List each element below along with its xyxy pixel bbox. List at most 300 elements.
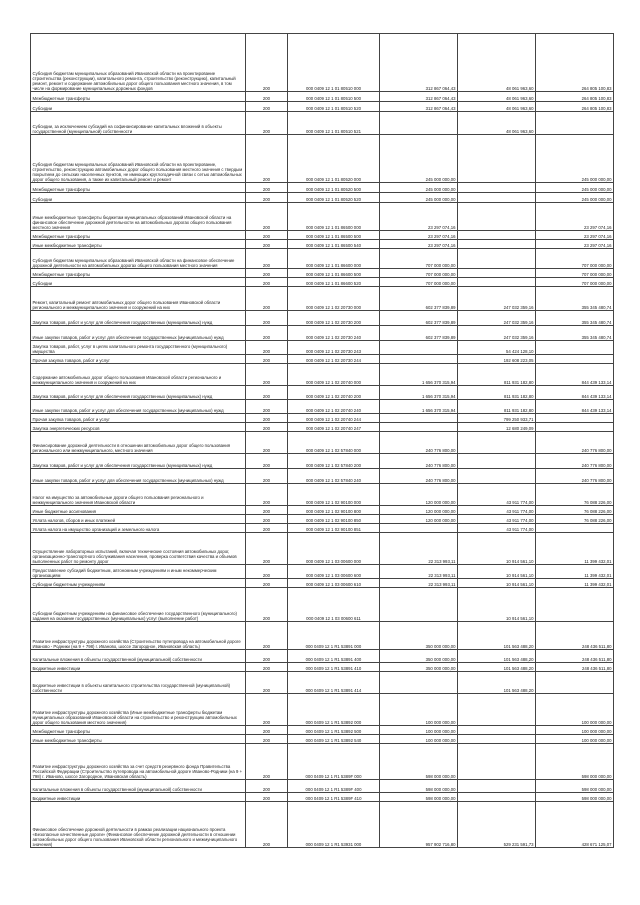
row-name-cell: Уплата налогов, сборов и иных платежей [31, 515, 246, 524]
row-name-cell: Межбюджетные трансферты [31, 92, 246, 102]
table-row [31, 326, 614, 341]
row-kbk-cell: 000 0409 12 1 02 20740 244 [288, 414, 380, 423]
row-name-cell: Субсидия бюджетам муниципальных образований Ивановской области на финансовое обеспечение дорожной деятельности на автомобильных дорогах общего пользования местного значения [31, 249, 246, 269]
row-name-cell: Иные межбюджетные трансферты [31, 735, 246, 744]
row-kbk-cell: 000 0409 12 1 02 20730 240 [288, 326, 380, 341]
row-executed-cell: 48 061 963,60 [458, 102, 536, 112]
row-remaining-cell: 707 000 000,00 [536, 278, 614, 287]
table-row [31, 726, 614, 735]
row-remaining-cell [536, 355, 614, 364]
table-row [31, 793, 614, 802]
row-remaining-cell: 100 000 000,00 [536, 735, 614, 744]
row-executed-cell [458, 193, 536, 203]
row-approved-cell: 957 902 716,80 [380, 802, 458, 848]
row-kbk-cell: 000 0409 12 1 R1 53891 414 [288, 672, 380, 694]
row-code-cell: 200 [246, 506, 288, 515]
table-row [31, 533, 614, 565]
table-row [31, 524, 614, 533]
table-row [31, 744, 614, 780]
row-name-cell: Межбюджетные трансферты [31, 269, 246, 278]
row-kbk-cell: 000 0409 12 1 02 20740 240 [288, 400, 380, 414]
table-row [31, 506, 614, 515]
row-remaining-cell: 76 088 226,00 [536, 506, 614, 515]
row-approved-cell: 23 297 074,16 [380, 231, 458, 240]
row-executed-cell [458, 726, 536, 735]
row-name-cell: Развитие инфраструктуры дорожного хозяйства за счет средств резервного фонда Правительства Российской Федерации (Строительство путепровода на автомобильной дороге Иваново-Родники (на 9 + 798) г. Иваново, шоссе Загородное, Ивановская область) [31, 744, 246, 780]
table-row [31, 92, 614, 102]
row-approved-cell: 240 776 800,00 [380, 454, 458, 469]
row-kbk-cell: 000 0409 12 1 03 00600 000 [288, 533, 380, 565]
row-remaining-cell: 264 805 100,83 [536, 102, 614, 112]
row-remaining-cell: 248 436 511,80 [536, 622, 614, 650]
table-row [31, 622, 614, 650]
row-approved-cell: 23 297 074,16 [380, 240, 458, 249]
row-kbk-cell: 000 0409 12 1 01 86500 500 [288, 231, 380, 240]
table-row [31, 663, 614, 672]
row-executed-cell: 48 061 963,60 [458, 34, 536, 92]
table-row [31, 565, 614, 579]
row-name-cell: Иные закупки товаров, работ и услуг для обеспечения государственных (муниципальных) нужд [31, 326, 246, 341]
table-row [31, 311, 614, 326]
table-row [31, 423, 614, 432]
row-executed-cell: 48 061 963,60 [458, 92, 536, 102]
row-executed-cell: 811 931 182,80 [458, 364, 536, 386]
row-kbk-cell: 000 0409 12 1 R1 53891 400 [288, 650, 380, 663]
row-executed-cell [458, 183, 536, 193]
row-approved-cell: 100 000 000,00 [380, 694, 458, 726]
row-code-cell: 200 [246, 278, 288, 287]
row-code-cell: 200 [246, 203, 288, 231]
row-kbk-cell: 000 0409 12 1 R1 53892 000 [288, 694, 380, 726]
row-executed-cell: 43 911 774,00 [458, 524, 536, 533]
table-row [31, 432, 614, 454]
row-executed-cell [458, 694, 536, 726]
row-code-cell: 200 [246, 269, 288, 278]
row-executed-cell [458, 249, 536, 269]
row-executed-cell: 48 061 963,60 [458, 112, 536, 135]
row-approved-cell: 245 000 000,00 [380, 135, 458, 183]
table-row [31, 269, 614, 278]
row-kbk-cell: 000 0409 12 1 R1 53891 000 [288, 622, 380, 650]
row-remaining-cell: 355 345 480,74 [536, 311, 614, 326]
row-remaining-cell: 240 776 800,00 [536, 432, 614, 454]
row-executed-cell: 43 911 774,00 [458, 484, 536, 506]
row-name-cell: Содержание автомобильных дорог общего пользования Ивановской области регионального и межмуниципального значения и сооружений на них [31, 364, 246, 386]
row-remaining-cell: 844 439 133,14 [536, 400, 614, 414]
row-remaining-cell [536, 112, 614, 135]
row-remaining-cell: 76 088 226,00 [536, 515, 614, 524]
row-approved-cell: 598 000 000,00 [380, 780, 458, 793]
row-name-cell: Субсидии [31, 102, 246, 112]
row-executed-cell: 10 914 561,10 [458, 533, 536, 565]
row-approved-cell: 120 000 000,00 [380, 515, 458, 524]
table-row [31, 135, 614, 183]
row-remaining-cell: 11 399 432,01 [536, 579, 614, 588]
row-approved-cell: 312 867 064,43 [380, 92, 458, 102]
row-code-cell: 200 [246, 663, 288, 672]
row-executed-cell [458, 203, 536, 231]
row-executed-cell: 10 914 561,10 [458, 588, 536, 622]
row-kbk-cell: 000 0409 12 1 01 86600 520 [288, 278, 380, 287]
row-remaining-cell: 23 297 074,16 [536, 240, 614, 249]
row-kbk-cell: 000 0409 12 1 02 20740 200 [288, 386, 380, 400]
row-code-cell: 200 [246, 726, 288, 735]
row-executed-cell: 529 231 591,73 [458, 802, 536, 848]
row-name-cell: Капитальные вложения в объекты государственной (муниципальной) собственности [31, 650, 246, 663]
row-name-cell: Субсидии бюджетным учреждениям на финансовое обеспечение государственного (муниципального) задания на оказание государственных (муниципальных) услуг (выполнение работ) [31, 588, 246, 622]
row-kbk-cell: 000 0409 12 1 02 57840 240 [288, 469, 380, 484]
row-approved-cell: 598 000 000,00 [380, 793, 458, 802]
row-code-cell: 200 [246, 341, 288, 355]
row-remaining-cell: 100 000 000,00 [536, 726, 614, 735]
table-row [31, 203, 614, 231]
row-executed-cell: 12 680 249,09 [458, 423, 536, 432]
row-remaining-cell: 598 000 000,00 [536, 793, 614, 802]
row-approved-cell [380, 355, 458, 364]
row-kbk-cell: 000 0409 12 1 02 20740 000 [288, 364, 380, 386]
row-executed-cell: 101 563 488,20 [458, 622, 536, 650]
row-code-cell: 200 [246, 744, 288, 780]
row-code-cell: 200 [246, 287, 288, 311]
row-code-cell: 200 [246, 135, 288, 183]
row-code-cell: 200 [246, 355, 288, 364]
row-code-cell: 200 [246, 780, 288, 793]
row-executed-cell: 811 931 182,80 [458, 400, 536, 414]
row-code-cell: 200 [246, 231, 288, 240]
row-name-cell: Предоставление субсидий бюджетным, автономным учреждениям и иным некоммерческим организациям [31, 565, 246, 579]
row-remaining-cell: 240 776 800,00 [536, 454, 614, 469]
row-code-cell: 200 [246, 193, 288, 203]
table-row [31, 386, 614, 400]
row-executed-cell: 101 563 488,20 [458, 650, 536, 663]
row-executed-cell: 101 563 488,20 [458, 672, 536, 694]
row-code-cell: 200 [246, 579, 288, 588]
row-code-cell: 200 [246, 735, 288, 744]
row-name-cell: Субсидии [31, 193, 246, 203]
row-kbk-cell: 000 0409 12 1 03 00600 610 [288, 579, 380, 588]
row-kbk-cell: 000 0409 12 1 01 86500 000 [288, 203, 380, 231]
row-code-cell: 200 [246, 34, 288, 92]
table-row [31, 780, 614, 793]
row-name-cell: Бюджетные инвестиции [31, 663, 246, 672]
row-kbk-cell: 000 0409 12 1 02 20730 200 [288, 311, 380, 326]
row-remaining-cell: 245 000 000,00 [536, 183, 614, 193]
row-kbk-cell: 000 0409 12 1 01 86600 500 [288, 269, 380, 278]
row-approved-cell: 707 000 000,00 [380, 278, 458, 287]
row-name-cell: Финансирование дорожной деятельности в отношении автомобильных дорог общего пользования регионального или межмуниципального, местного значения [31, 432, 246, 454]
row-name-cell: Закупка товаров, работ и услуг для обеспечения государственных (муниципальных) нужд [31, 386, 246, 400]
budget-execution-table [30, 33, 614, 848]
row-approved-cell: 602 377 839,89 [380, 287, 458, 311]
row-executed-cell [458, 278, 536, 287]
row-remaining-cell: 11 399 432,01 [536, 533, 614, 565]
row-remaining-cell: 248 436 511,80 [536, 650, 614, 663]
row-remaining-cell [536, 423, 614, 432]
row-remaining-cell: 355 345 480,74 [536, 287, 614, 311]
row-kbk-cell: 000 0409 12 1 02 20740 247 [288, 423, 380, 432]
row-remaining-cell [536, 414, 614, 423]
row-approved-cell: 707 000 000,00 [380, 249, 458, 269]
row-kbk-cell: 000 0409 12 1 01 80510 500 [288, 92, 380, 102]
row-executed-cell [458, 231, 536, 240]
row-kbk-cell: 000 0409 12 1 02 90100 850 [288, 515, 380, 524]
table-row [31, 672, 614, 694]
table-row [31, 454, 614, 469]
row-executed-cell: 101 563 488,20 [458, 663, 536, 672]
row-approved-cell: 100 000 000,00 [380, 735, 458, 744]
row-name-cell: Закупка товаров, работ и услуг для обеспечения государственных (муниципальных) нужд [31, 454, 246, 469]
row-kbk-cell: 000 0409 12 1 R1 53891 410 [288, 663, 380, 672]
row-name-cell: Развитие инфраструктуры дорожного хозяйства (Иные межбюджетные трансферты бюджетам муниципальных образований Ивановской области на строительство и реконструкцию автомобильных дорог общего пользования местного значения) [31, 694, 246, 726]
row-remaining-cell: 707 000 000,00 [536, 249, 614, 269]
row-remaining-cell [536, 341, 614, 355]
table-row [31, 469, 614, 484]
row-code-cell: 200 [246, 240, 288, 249]
table-row [31, 364, 614, 386]
row-remaining-cell: 707 000 000,00 [536, 269, 614, 278]
row-name-cell: Закупка товаров, работ, услуг в целях капитального ремонта государственного (муниципального) имущества [31, 341, 246, 355]
row-name-cell: Капитальные вложения в объекты государственной (муниципальной) собственности [31, 780, 246, 793]
table-row [31, 249, 614, 269]
row-approved-cell [380, 588, 458, 622]
row-kbk-cell: 000 0409 12 1 R1 53892 540 [288, 735, 380, 744]
row-remaining-cell: 240 776 800,00 [536, 469, 614, 484]
row-executed-cell: 192 608 223,05 [458, 355, 536, 364]
row-code-cell: 200 [246, 524, 288, 533]
row-name-cell: Иные закупки товаров, работ и услуг для обеспечения государственных (муниципальных) нужд [31, 469, 246, 484]
row-executed-cell: 43 911 774,00 [458, 506, 536, 515]
row-approved-cell: 240 776 800,00 [380, 432, 458, 454]
row-remaining-cell: 248 436 511,80 [536, 663, 614, 672]
table-row [31, 102, 614, 112]
table-row [31, 287, 614, 311]
row-approved-cell: 22 313 993,11 [380, 579, 458, 588]
row-executed-cell: 247 032 359,16 [458, 287, 536, 311]
row-name-cell: Прочая закупка товаров, работ и услуг [31, 355, 246, 364]
row-kbk-cell: 000 0409 12 1 R1 5389F 000 [288, 744, 380, 780]
table-row [31, 579, 614, 588]
row-remaining-cell: 245 000 000,00 [536, 135, 614, 183]
row-executed-cell: 247 032 359,16 [458, 326, 536, 341]
row-approved-cell [380, 112, 458, 135]
table-row [31, 650, 614, 663]
row-name-cell: Бюджетные инвестиции [31, 793, 246, 802]
row-code-cell: 200 [246, 694, 288, 726]
row-executed-cell: 811 931 182,80 [458, 386, 536, 400]
row-name-cell: Осуществление лабораторных испытаний, включая технические состояния автомобильных дорог, организационно-транспортного обслуживания населения, проверка соответствия качества и объемов выполненных работ по ремонту дорог [31, 533, 246, 565]
row-code-cell: 200 [246, 565, 288, 579]
row-code-cell: 200 [246, 102, 288, 112]
row-name-cell: Субсидии, за исключением субсидий на софинансирование капитальных вложений в объекты государственной (муниципальной) собственности [31, 112, 246, 135]
table-row [31, 34, 614, 92]
row-executed-cell: 54 424 128,10 [458, 341, 536, 355]
row-approved-cell: 707 000 000,00 [380, 269, 458, 278]
row-executed-cell: 799 250 933,71 [458, 414, 536, 423]
row-name-cell: Межбюджетные трансферты [31, 231, 246, 240]
row-executed-cell [458, 432, 536, 454]
row-name-cell: Бюджетные инвестиции в объекты капитального строительства государственной (муниципальной) собственности [31, 672, 246, 694]
row-kbk-cell: 000 0409 12 1 02 90100 851 [288, 524, 380, 533]
row-code-cell: 200 [246, 650, 288, 663]
row-executed-cell: 10 914 561,10 [458, 579, 536, 588]
row-approved-cell: 1 656 370 315,94 [380, 400, 458, 414]
row-remaining-cell [536, 524, 614, 533]
table-row [31, 231, 614, 240]
row-executed-cell: 10 914 561,10 [458, 565, 536, 579]
row-kbk-cell: 000 0409 12 1 01 80520 000 [288, 135, 380, 183]
row-kbk-cell: 000 0409 12 1 02 20730 244 [288, 355, 380, 364]
table-row [31, 484, 614, 506]
row-kbk-cell: 000 0409 12 1 01 86600 000 [288, 249, 380, 269]
row-kbk-cell: 000 0409 12 1 R1 53892 500 [288, 726, 380, 735]
table-row [31, 193, 614, 203]
row-approved-cell [380, 341, 458, 355]
table-row [31, 735, 614, 744]
row-kbk-cell: 000 0409 12 1 01 80520 500 [288, 183, 380, 193]
row-name-cell: Иные межбюджетные трансферты [31, 240, 246, 249]
row-approved-cell: 1 656 370 315,94 [380, 386, 458, 400]
row-approved-cell: 1 656 370 315,94 [380, 364, 458, 386]
row-kbk-cell: 000 0409 12 1 02 20730 243 [288, 341, 380, 355]
row-approved-cell: 120 000 000,00 [380, 506, 458, 515]
row-name-cell: Ремонт, капитальный ремонт автомобильных дорог общего пользования Ивановской области регионального и межмуниципального значения и сооружений на них [31, 287, 246, 311]
table-row [31, 341, 614, 355]
table-row [31, 183, 614, 193]
table-row [31, 802, 614, 848]
row-code-cell: 200 [246, 793, 288, 802]
row-code-cell: 200 [246, 249, 288, 269]
row-name-cell: Закупка товаров, работ и услуг для обеспечения государственных (муниципальных) нужд [31, 311, 246, 326]
row-code-cell: 200 [246, 112, 288, 135]
row-name-cell: Уплата налога на имущество организаций и земельного налога [31, 524, 246, 533]
table-row [31, 588, 614, 622]
row-remaining-cell: 23 297 074,16 [536, 231, 614, 240]
row-name-cell: Субсидия бюджетам муниципальных образований Ивановской области на проектирование, строительство, реконструкцию автомобильных дорог общего пользования местного значения с твердым покрытием до сельских населенных пунктов, не имеющих круглогодичной связи с сетью автомобильных дорог общего пользования, а также их капитальный ремонт и ремонт [31, 135, 246, 183]
row-kbk-cell: 000 0409 12 1 03 00600 600 [288, 565, 380, 579]
row-approved-cell: 598 000 000,00 [380, 744, 458, 780]
row-approved-cell: 312 867 064,43 [380, 102, 458, 112]
row-code-cell: 200 [246, 533, 288, 565]
row-approved-cell: 245 000 000,00 [380, 183, 458, 193]
row-name-cell: Субсидии [31, 278, 246, 287]
row-approved-cell: 120 000 000,00 [380, 484, 458, 506]
row-approved-cell: 312 867 064,43 [380, 34, 458, 92]
row-remaining-cell: 264 805 100,83 [536, 92, 614, 102]
row-executed-cell [458, 793, 536, 802]
row-kbk-cell: 000 0409 12 1 01 80510 520 [288, 102, 380, 112]
row-code-cell: 200 [246, 432, 288, 454]
row-executed-cell [458, 735, 536, 744]
row-approved-cell: 22 313 993,11 [380, 533, 458, 565]
table-body [31, 34, 614, 848]
row-code-cell: 200 [246, 622, 288, 650]
row-remaining-cell [536, 588, 614, 622]
row-kbk-cell: 000 0409 12 1 01 86500 540 [288, 240, 380, 249]
row-name-cell: Прочая закупка товаров, работ и услуг [31, 414, 246, 423]
row-name-cell: Финансовое обеспечение дорожной деятельности в рамках реализации национального проекта «Безопасные качественные дороги» (Финансовое обеспечение дорожной деятельности в отношении автомобильных дорог общего пользования Ивановской области регионального и межмуниципального значения) [31, 802, 246, 848]
row-kbk-cell: 000 0409 12 1 02 57840 000 [288, 432, 380, 454]
row-code-cell: 200 [246, 802, 288, 848]
row-name-cell: Налог на имущество за автомобильные дороги общего пользования регионального и межмуниципального значения Ивановской области [31, 484, 246, 506]
row-remaining-cell [536, 672, 614, 694]
row-executed-cell: 247 032 359,16 [458, 311, 536, 326]
table-row [31, 400, 614, 414]
row-kbk-cell: 000 0409 12 1 03 00600 611 [288, 588, 380, 622]
row-code-cell: 200 [246, 515, 288, 524]
table-row [31, 240, 614, 249]
row-approved-cell: 23 297 074,16 [380, 203, 458, 231]
row-code-cell: 200 [246, 588, 288, 622]
row-name-cell: Закупка энергетических ресурсов [31, 423, 246, 432]
row-remaining-cell: 11 399 432,01 [536, 565, 614, 579]
row-approved-cell: 100 000 000,00 [380, 726, 458, 735]
row-kbk-cell: 000 0409 12 1 R1 5389F 400 [288, 780, 380, 793]
row-executed-cell [458, 454, 536, 469]
row-executed-cell [458, 269, 536, 278]
row-approved-cell [380, 423, 458, 432]
row-kbk-cell: 000 0409 12 1 01 80520 520 [288, 193, 380, 203]
row-remaining-cell: 844 439 133,14 [536, 386, 614, 400]
row-executed-cell [458, 240, 536, 249]
row-executed-cell [458, 135, 536, 183]
row-code-cell: 200 [246, 414, 288, 423]
table-row [31, 278, 614, 287]
row-approved-cell: 350 000 000,00 [380, 663, 458, 672]
row-approved-cell: 245 000 000,00 [380, 193, 458, 203]
row-code-cell: 200 [246, 454, 288, 469]
row-remaining-cell: 100 000 000,00 [536, 694, 614, 726]
row-code-cell: 200 [246, 672, 288, 694]
row-remaining-cell: 264 805 100,83 [536, 34, 614, 92]
row-code-cell: 200 [246, 484, 288, 506]
row-name-cell: Иные закупки товаров, работ и услуг для обеспечения государственных (муниципальных) нужд [31, 400, 246, 414]
table-row [31, 515, 614, 524]
row-approved-cell: 602 377 839,89 [380, 311, 458, 326]
row-approved-cell: 240 776 800,00 [380, 469, 458, 484]
row-remaining-cell: 598 000 000,00 [536, 780, 614, 793]
row-code-cell: 200 [246, 183, 288, 193]
row-kbk-cell: 000 0409 12 1 02 90100 800 [288, 506, 380, 515]
row-code-cell: 200 [246, 400, 288, 414]
row-executed-cell [458, 744, 536, 780]
table-row [31, 694, 614, 726]
budget-report-sheet [30, 33, 613, 848]
row-approved-cell: 602 377 839,89 [380, 326, 458, 341]
row-code-cell: 200 [246, 423, 288, 432]
row-executed-cell [458, 780, 536, 793]
row-kbk-cell: 000 0409 12 1 01 80510 521 [288, 112, 380, 135]
table-row [31, 414, 614, 423]
row-name-cell: Иные межбюджетные трансферты бюджетам муниципальных образований Ивановской области на финансовое обеспечение дорожной деятельности на автомобильных дорогах общего пользования местного значения [31, 203, 246, 231]
row-remaining-cell: 598 000 000,00 [536, 744, 614, 780]
row-code-cell: 200 [246, 326, 288, 341]
row-code-cell: 200 [246, 311, 288, 326]
row-name-cell: Иные бюджетные ассигнования [31, 506, 246, 515]
row-approved-cell: 350 000 000,00 [380, 650, 458, 663]
row-executed-cell: 43 911 774,00 [458, 515, 536, 524]
row-approved-cell: 22 313 993,11 [380, 565, 458, 579]
row-code-cell: 200 [246, 386, 288, 400]
row-remaining-cell: 23 297 074,16 [536, 203, 614, 231]
row-executed-cell [458, 469, 536, 484]
row-kbk-cell: 000 0409 12 1 R1 5389F 410 [288, 793, 380, 802]
row-name-cell: Межбюджетные трансферты [31, 183, 246, 193]
row-name-cell: Развитие инфраструктуры дорожного хозяйства (Строительство путепровода на автомобильной дороге Иваново - Родники (на 9 + 798) г. Иваново, шоссе Загородное, Ивановская область) [31, 622, 246, 650]
row-kbk-cell: 000 0409 12 1 R1 53931 000 [288, 802, 380, 848]
table-row [31, 112, 614, 135]
row-name-cell: Межбюджетные трансферты [31, 726, 246, 735]
row-code-cell: 200 [246, 469, 288, 484]
